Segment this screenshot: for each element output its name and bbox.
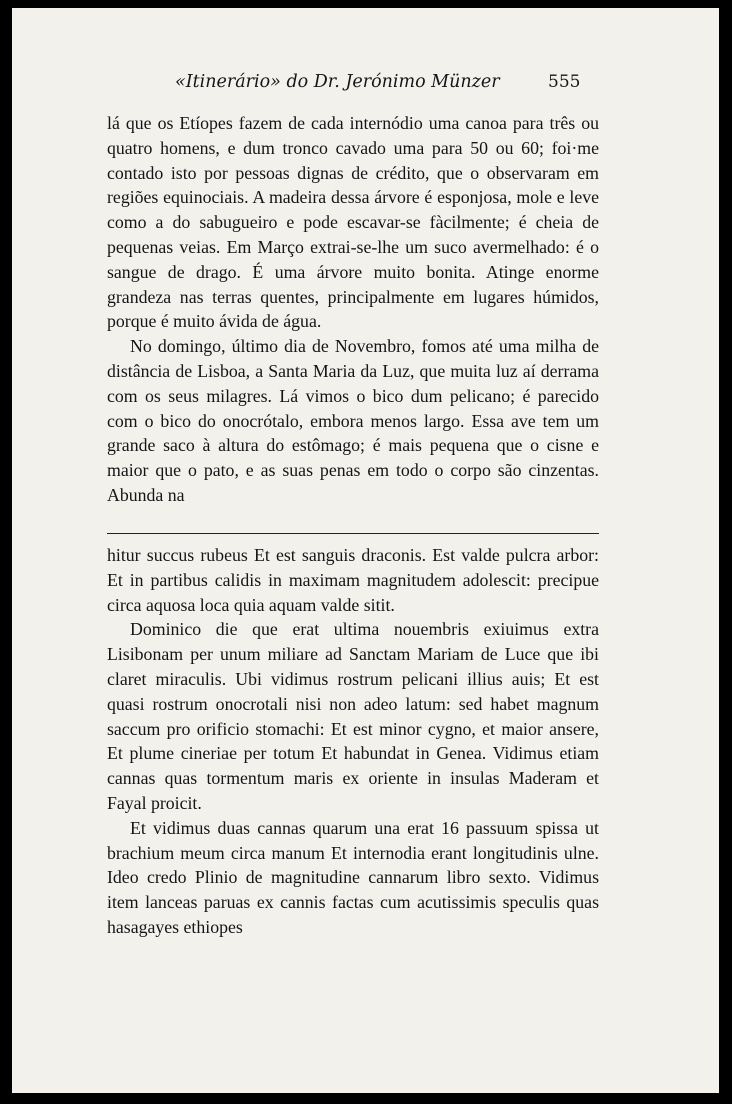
- latin-paragraph-1: hitur succus rubeus Et est sanguis draconis. Est valde pulcra arbor: Et in partibus calidis in maximam magnitudem adolescit: precipue circa aquosa loca quia aquam valde sitit.: [107, 545, 599, 615]
- latin-paragraph-2: Dominico die que erat ultima nouembris exiuimus extra Lisibonam per unum miliare ad Sanctam Mariam de Luce que ibi claret miraculis. Ubi vidimus rostrum pelicani illius auis; Et est quasi rostrum onocrotali nisi non adeo latum: sed habet magnum saccum pro orificio stomachi: Et est minor cygno, et maior ansere, Et plume cineriae per totum Et habundat in Genea. Vidimus etiam cannas quas tormentum maris ex oriente in insulas Maderam et Fayal proicit.: [107, 619, 599, 813]
- running-title: «Itinerário» do Dr. Jerónimo Münzer: [175, 72, 500, 92]
- latin-original: [107, 543, 599, 940]
- portuguese-paragraph-2: No domingo, último dia de Novembro, fomos até uma milha de distância de Lisboa, a Santa Maria da Luz, que muita luz aí derrama com os seus milagres. Lá vimos o bico dum pelicano; é parecido com o bico do onocrótalo, embora menos largo. Essa ave tem um grande saco à altura do estômago; é mais pequena que o cisne e maior que o pato, e as suas penas em todo o corpo são cinzentas. Abunda na: [107, 336, 599, 505]
- portuguese-paragraph-1: lá que os Etíopes fazem de cada internódio uma canoa para três ou quatro homens, e dum tronco cavado uma para 50 ou 60; foi·me contado isto por pessoas dignas de crédito, que o observaram em regiões equinociais. A madeira dessa árvore é esponjosa, mole e leve como a do sabugueiro e pode escavar-se fàcilmente; é cheia de pequenas veias. Em Março extrai-se-lhe um suco avermelhado: é o sangue de drago. É uma árvore muito bonita. Atinge enorme grandeza nas terras quentes, principalmente em lugares húmidos, porque é muito ávida de água.: [107, 113, 599, 332]
- page-header: [12, 72, 719, 98]
- section-divider: [107, 533, 599, 534]
- latin-paragraph-3: Et vidimus duas cannas quarum una erat 16 passuum spissa ut brachium meum circa manum Et internodia erant longitudinis ulne. Ideo credo Plinio de magnitudine cannarum libro sexto. Vidimus item lanceas paruas ex cannis factas cum acutissimis speculis quas hasagayes ethiopes: [107, 817, 599, 937]
- page-number: 555: [548, 72, 581, 92]
- book-page: [12, 8, 719, 1093]
- portuguese-translation: [107, 111, 599, 508]
